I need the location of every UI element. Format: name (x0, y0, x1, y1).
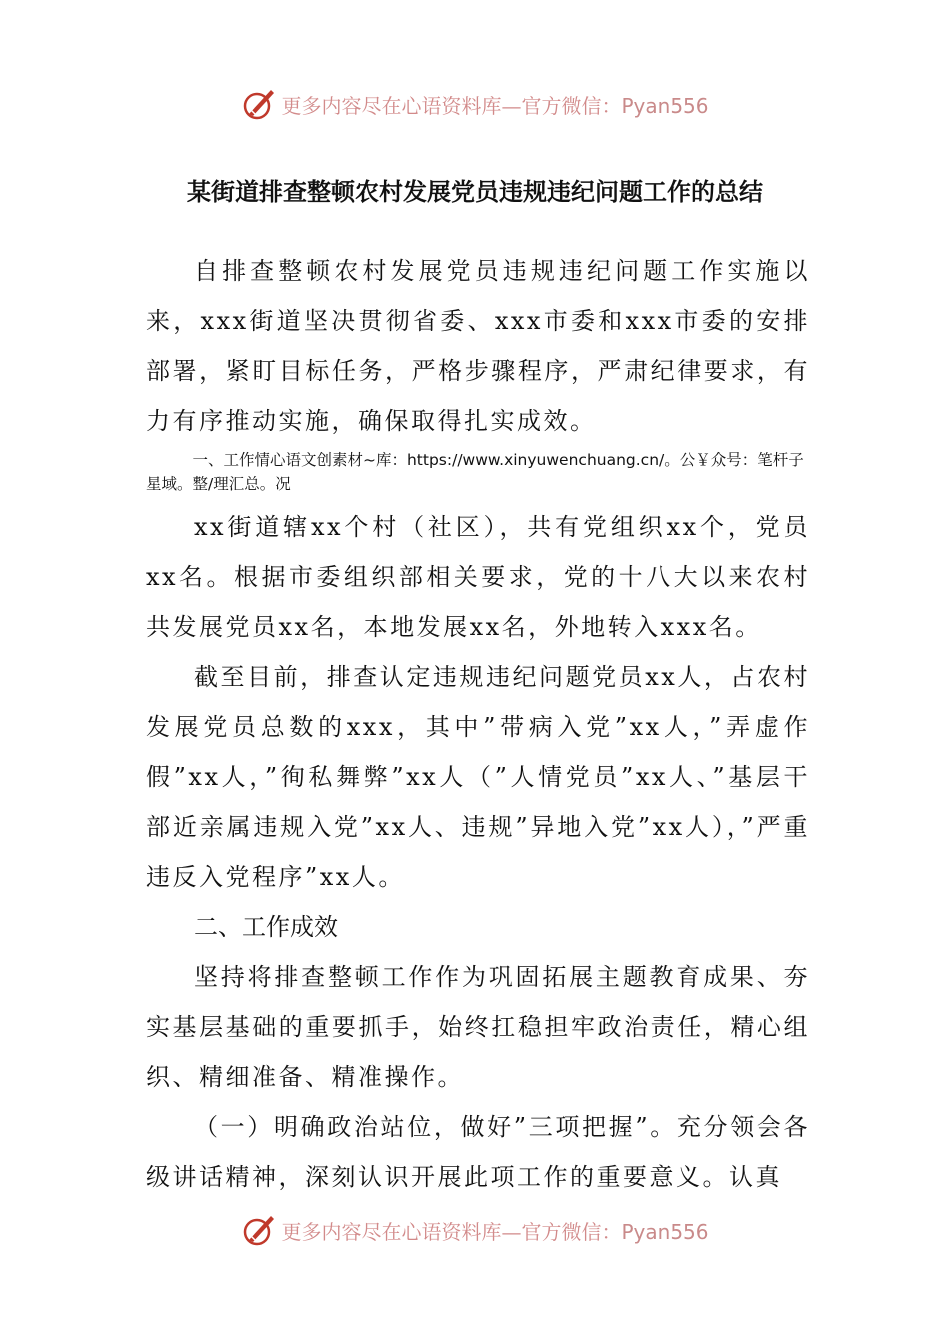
paragraph-basic-info: xx街道辖xx个村（社区），共有党组织xx个，党员xx名。根据市委组织部相关要求，党的十八大以来农村共发展党员xx名，本地发展xx名，外地转入xxx名。 (146, 513, 810, 641)
section-heading-overview-note: 一、工作情心语文创素材~库：https://www.xinyuwenchuang.cn/。公￥众号：笔杆子星域。整/理汇总。况 (146, 451, 804, 493)
banner-text: 更多内容尽在心语资料库—官方微信：Pyan556 (281, 93, 709, 118)
paragraph-results: 坚持将排查整顿工作作为巩固拓展主题教育成果、夯实基层基础的重要抓手，始终扛稳担牢政治责任，精心组织、精细准备、精准操作。 (146, 963, 810, 1091)
document-body (146, 246, 810, 1202)
banner-text: 更多内容尽在心语资料库—官方微信：Pyan556 (281, 1219, 709, 1244)
quill-logo-icon (241, 1212, 277, 1248)
wechat-id: Pyan556 (621, 1219, 709, 1244)
paragraph-findings: 截至目前，排查认定违规违纪问题党员xx人，占农村发展党员总数的xxx，其中”带病入党”xx人，”弄虚作假”xx人，”徇私舞弊”xx人（”人情党员”xx人、”基层干部近亲属违规入党”xx人、违规”异地入党”xx人），”严重违反入党程序”xx人。 (146, 663, 810, 891)
header-banner (0, 84, 950, 124)
document-title: 某街道排查整顿农村发展党员违规违纪问题工作的总结 (187, 178, 763, 206)
footer-banner (0, 1210, 950, 1250)
quill-logo-icon (241, 86, 277, 122)
wechat-id: Pyan556 (621, 93, 709, 118)
paragraph-item-one: （一）明确政治站位，做好”三项把握”。充分领会各级讲话精神，深刻认识开展此项工作的重要意义。认真 (146, 1113, 810, 1191)
paragraph-intro: 自排查整顿农村发展党员违规违纪问题工作实施以来，xxx街道坚决贯彻省委、xxx市委和xxx市委的安排部署，紧盯目标任务，严格步骤程序，严肃纪律要求，有力有序推动实施，确保取得扎实成效。 (146, 257, 810, 435)
section-heading-results: 二、工作成效 (194, 913, 338, 941)
